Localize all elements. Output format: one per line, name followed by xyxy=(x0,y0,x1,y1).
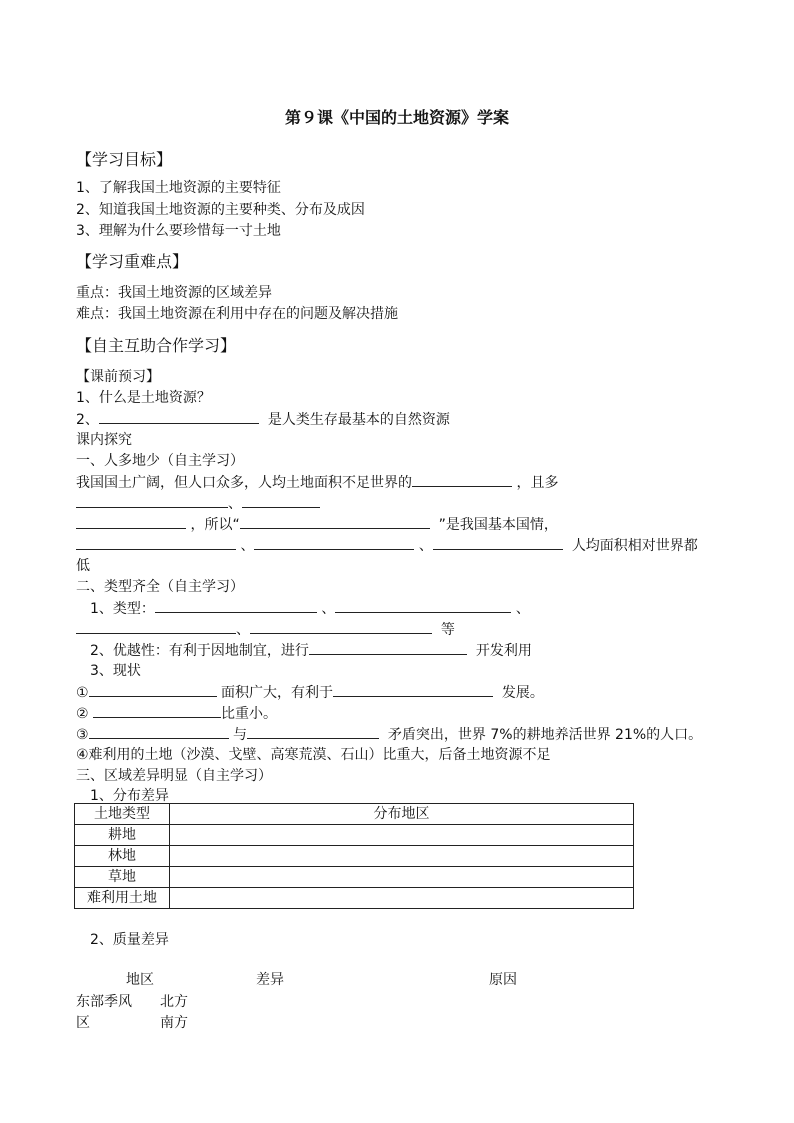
table-row-label: 耕地 xyxy=(75,825,170,846)
status-3-tail: 矛盾突出，世界 7%的耕地养活世界 21%的人口。 xyxy=(387,727,703,743)
status-1-prefix: ① xyxy=(76,685,89,701)
page-title: 第９课《中国的土地资源》学案 xyxy=(284,108,509,127)
table-row-label: 草地 xyxy=(75,867,170,888)
types-label: 1、类型： xyxy=(90,601,155,617)
region-label-line-1: 东部季风 xyxy=(76,994,132,1010)
table-row xyxy=(75,888,634,909)
part1-blank-2[interactable] xyxy=(76,493,228,508)
status-2-prefix: ② xyxy=(76,706,89,722)
part1-heading: 一、人多地少（自主学习） xyxy=(76,453,244,469)
status-2-tail: 比重小。 xyxy=(221,706,278,722)
part1-blank-6[interactable] xyxy=(76,535,236,550)
distribution-table xyxy=(74,803,634,909)
part1-line1-text: 我国国土广阔，但人口众多，人均土地面积不足世界的 xyxy=(76,475,412,491)
objective-item-2: 2、知道我国土地资源的主要种类、分布及成因 xyxy=(76,202,365,218)
part1-blank-7[interactable] xyxy=(254,535,414,550)
types-blank-4[interactable] xyxy=(250,619,432,634)
part1-sep: 、 xyxy=(418,538,433,554)
part2-types xyxy=(90,598,530,619)
key-point: 重点：我国土地资源的区域差异 xyxy=(76,285,272,301)
quality-col-region: 地区 xyxy=(126,972,154,988)
part2-advantage xyxy=(90,640,532,661)
preview-question-2 xyxy=(76,409,450,430)
table-header-cell: 分布地区 xyxy=(170,804,634,825)
part2-status: 3、现状 xyxy=(90,663,141,679)
q2-suffix: 是人类生存最基本的自然资源 xyxy=(267,412,450,428)
quality-col-reason: 原因 xyxy=(489,972,517,988)
q2-blank[interactable] xyxy=(99,409,259,424)
types-blank-2[interactable] xyxy=(335,598,511,613)
table-header-cell: 土地类型 xyxy=(75,804,170,825)
table-row xyxy=(75,825,634,846)
table-row xyxy=(75,867,634,888)
status-3-blank-1[interactable] xyxy=(89,724,229,739)
table-row-label: 林地 xyxy=(75,846,170,867)
types-blank-3[interactable] xyxy=(76,619,236,634)
status-item-1 xyxy=(76,682,544,703)
status-3-prefix: ③ xyxy=(76,727,89,743)
status-item-4: ④难利用的土地（沙漠、戈壁、高寒荒漠、石山）比重大，后备土地资源不足 xyxy=(76,747,551,763)
types-sep: 、 xyxy=(236,622,250,638)
part1-blank-1[interactable] xyxy=(412,472,512,487)
part1-line-2 xyxy=(76,493,320,514)
part1-blank-8[interactable] xyxy=(433,535,563,550)
difficult-point: 难点：我国土地资源在利用中存在的问题及解决措施 xyxy=(76,306,398,322)
types-blank-1[interactable] xyxy=(155,598,317,613)
region-south: 南方 xyxy=(160,1015,188,1031)
objectives-heading: 【学习目标】 xyxy=(76,150,173,169)
part1-blank-3[interactable] xyxy=(242,493,320,508)
status-item-2 xyxy=(76,703,277,724)
region-label-line-2: 区 xyxy=(76,1015,90,1031)
status-1-blank-1[interactable] xyxy=(89,682,217,697)
types-sep: 、 xyxy=(321,601,336,617)
types-sep: 、 xyxy=(515,601,530,617)
cooperative-heading: 【自主互助合作学习】 xyxy=(76,336,237,355)
table-answer-cell[interactable] xyxy=(170,867,634,888)
status-1-mid: 面积广大，有利于 xyxy=(221,685,334,701)
part3-heading: 三、区域差异明显（自主学习） xyxy=(76,768,272,784)
status-3-mid: 与 xyxy=(233,727,248,743)
status-1-blank-2[interactable] xyxy=(333,682,493,697)
part1-line3-tail: ”是我国基本国情， xyxy=(438,517,558,533)
part1-line4-tail: 人均面积相对世界都 xyxy=(571,538,698,554)
region-north: 北方 xyxy=(160,994,188,1010)
part1-sep: 、 xyxy=(240,538,255,554)
table-answer-cell[interactable] xyxy=(170,846,634,867)
status-item-3 xyxy=(76,724,702,745)
part2-heading: 二、类型齐全（自主学习） xyxy=(76,579,244,595)
status-2-blank[interactable] xyxy=(93,703,221,718)
part2-types-line-2 xyxy=(76,619,455,640)
status-1-tail: 发展。 xyxy=(501,685,544,701)
table-header-row xyxy=(75,804,634,825)
part1-line-1 xyxy=(76,472,558,493)
part1-blank-5[interactable] xyxy=(240,514,430,529)
q2-prefix: 2、 xyxy=(76,412,99,428)
keypoints-heading: 【学习重难点】 xyxy=(76,252,189,271)
table-row-label: 难利用土地 xyxy=(75,888,170,909)
advantage-suffix: 开发利用 xyxy=(475,643,532,659)
quality-col-difference: 差异 xyxy=(256,972,284,988)
preview-heading: 【课前预习】 xyxy=(76,369,160,385)
part1-line3-mid: ，所以“ xyxy=(190,517,240,533)
part1-sep: 、 xyxy=(228,496,242,512)
table-answer-cell[interactable] xyxy=(170,825,634,846)
explore-label: 课内探究 xyxy=(76,432,132,448)
types-etc: 等 xyxy=(440,622,455,638)
part1-line-5: 低 xyxy=(76,558,90,574)
part1-line-3 xyxy=(76,514,558,535)
objective-item-3: 3、理解为什么要珍惜每一寸土地 xyxy=(76,223,281,239)
table-row xyxy=(75,846,634,867)
objective-item-1: 1、了解我国土地资源的主要特征 xyxy=(76,180,281,196)
preview-question-1: 1、什么是土地资源？ xyxy=(76,390,211,406)
status-3-blank-2[interactable] xyxy=(247,724,379,739)
advantage-blank[interactable] xyxy=(309,640,467,655)
quality-heading: 2、质量差异 xyxy=(90,932,169,948)
distribution-heading: 1、分布差异 xyxy=(90,788,169,804)
table-answer-cell[interactable] xyxy=(170,888,634,909)
part1-line-4 xyxy=(76,535,698,556)
part1-line1-tail: ，且多 xyxy=(516,475,559,491)
advantage-prefix: 2、优越性：有利于因地制宜，进行 xyxy=(90,643,309,659)
part1-blank-4[interactable] xyxy=(76,514,186,529)
